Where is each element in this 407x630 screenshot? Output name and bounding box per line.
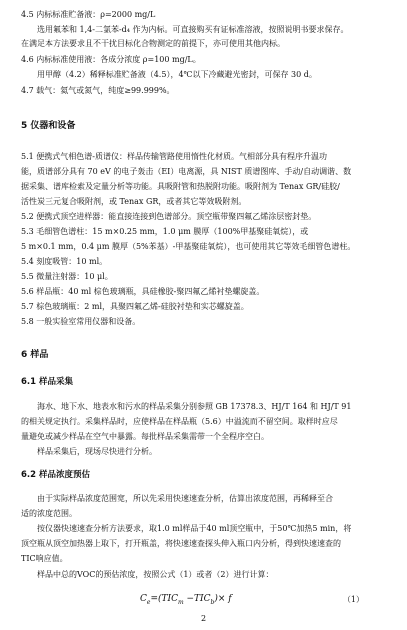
text-line: 在满足本方法要求且不干扰目标化合物测定的前提下，亦可使用其他内标。	[21, 39, 285, 48]
section-heading: 6.1 样品采集	[21, 377, 74, 387]
text-line: 样品采集后，现场尽快进行分析。	[37, 447, 157, 456]
text-line: 用甲醇（4.2）稀释标准贮备液（4.5），4℃以下冷藏避光密封，可保存 30 d。	[37, 70, 317, 79]
section-heading: 5 仪器和设备	[21, 121, 76, 131]
text-line: 量避免或减少样品在空气中暴露。每批样品采集需带一个全程序空白。	[21, 432, 269, 441]
text-line: 活性炭三元复合吸附剂，或 Tenax GR，或者其它等效吸附剂。	[21, 197, 247, 206]
text-line: 能，质谱部分具有 70 eV 的电子轰击（EI）电离源，具 NIST 质谱图库、手动/自动调谐、数	[21, 167, 352, 176]
section-heading: 6 样品	[21, 350, 49, 360]
text-line: 样品中总的VOC的预估浓度，按照公式（1）或者（2）进行计算：	[37, 570, 274, 579]
equation-number: （1）	[342, 595, 364, 604]
text-line: 据采集、谱库检索及定量分析等功能。具吸附管和热脱附功能。吸附剂为 Tenax GR/硅胶/	[21, 182, 340, 191]
text-line: 按仪器快速速查分析方法要求，取1.0 ml样品于40 ml顶空瓶中，于50℃加热5 min，将	[37, 524, 352, 533]
text-line: 由于实际样品浓度范围宽，所以先采用快速速查分析，估算出浓度范围，再稀释至合	[37, 494, 333, 503]
text-line: 5.4 刻度吸管：10 ml。	[21, 257, 108, 266]
text-line: 5 m×0.1 mm，0.4 μm 膜厚（5%苯基）-甲基聚硅氧烷），也可使用其它等效毛细管色谱柱。	[21, 242, 356, 251]
text-line: 5.2 便携式顶空进样器：能直接连接到色谱部分。顶空瓶带聚四氟乙烯涂层密封垫。	[21, 212, 317, 221]
text-line: 顶空瓶从顶空加热器上取下，打开瓶盖，将快速速查探头伸入瓶口内分析，得到快速速查的	[21, 539, 341, 548]
text-line: 5.6 样品瓶：40 ml 棕色玻璃瓶，具硅橡胶-聚四氟乙烯衬垫螺旋盖。	[21, 287, 265, 296]
text-line: TIC响应值。	[21, 554, 68, 563]
text-line: 海水、地下水、地表水和污水的样品采集分别参照 GB 17378.3、HJ/T 164 和 HJ/T 91	[37, 402, 352, 411]
text-line: 5.3 毛细管色谱柱：15 m×0.25 mm，1.0 μm 膜厚（100%甲基聚硅氧烷），或	[21, 227, 309, 236]
formula-1: $C_e=(TIC_m -TIC_b)\times f$	[140, 594, 232, 606]
text-line: 4.5 内标标准贮备液：ρ=2000 mg/L	[21, 10, 156, 19]
text-line: 选用氟苯和 1,4-二氯苯-d₄ 作为内标。可直接购买有证标准溶液，按照说明书要求保存。	[37, 25, 349, 34]
text-line: 的相关规定执行。采集样品时，应使样品在样品瓶（5.6）中溢流而不留空间。取样时应尽	[21, 417, 338, 426]
text-line: 4.6 内标标准使用液：各成分浓度 ρ=100 mg/L。	[21, 55, 201, 64]
text-line: 5.8 一般实验室常用仪器和设备。	[21, 317, 141, 326]
text-line: 5.7 棕色玻璃瓶：2 ml，具聚四氟乙烯-硅胶衬垫和实芯螺旋盖。	[21, 302, 249, 311]
text-line: 适的浓度范围。	[21, 509, 77, 518]
text-line: 5.5 微量注射器：10 μl。	[21, 272, 113, 281]
text-line: 4.7 载气：氦气或氮气，纯度≥99.999%。	[21, 86, 175, 95]
text-line: 5.1 便携式气相色谱-质谱仪：样品传输管路使用惰性化材质。气相部分具有程序升温功	[21, 152, 327, 161]
section-heading: 6.2 样品浓度预估	[21, 470, 91, 480]
page-number: 2	[200, 614, 207, 623]
